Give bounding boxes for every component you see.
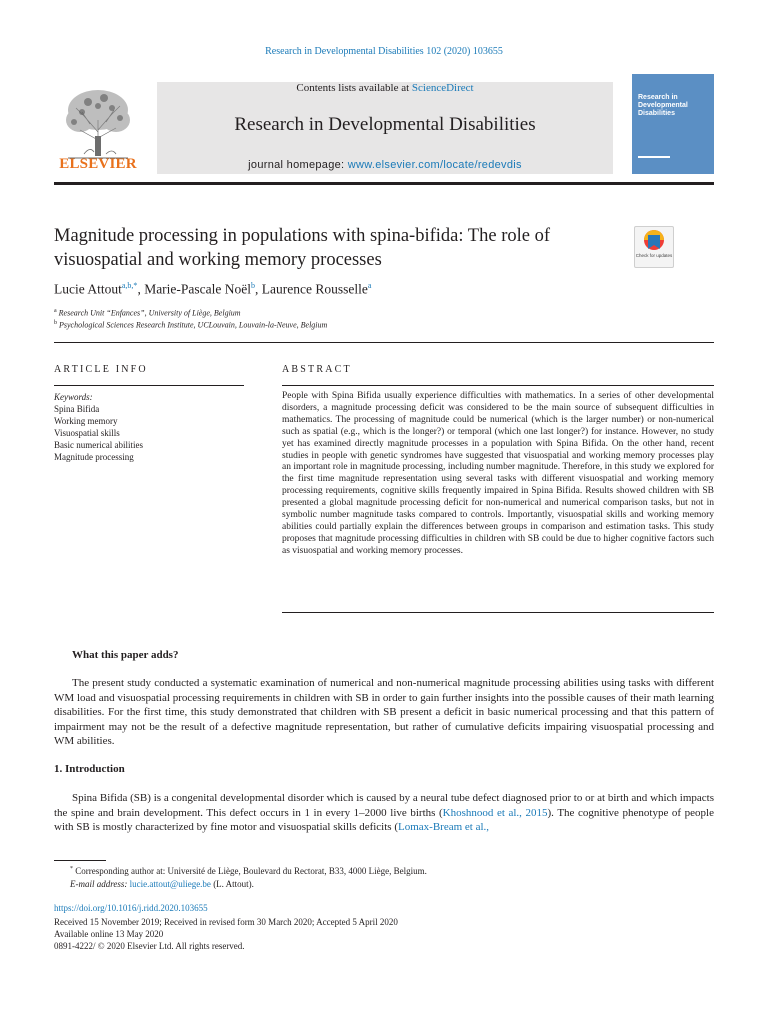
email-note: E-mail address: lucie.attout@uliege.be (L. Attout). (70, 879, 254, 889)
homepage-link[interactable]: www.elsevier.com/locate/redevdis (347, 159, 522, 171)
journal-reference[interactable]: Research in Developmental Disabilities 102 (2020) 103655 (265, 46, 503, 57)
received-dates: Received 15 November 2019; Received in revised form 30 March 2020; Accepted 5 April 2020 (54, 917, 398, 927)
article-info-rule (54, 385, 244, 386)
corresponding-author-note: * Corresponding author at: Université de Liège, Boulevard du Rectorat, B33, 4000 Liège, Belgium. (70, 866, 427, 876)
publisher-wordmark: ELSEVIER (59, 156, 137, 172)
check-for-updates-button[interactable] (634, 226, 674, 268)
available-online: Available online 13 May 2020 (54, 929, 164, 939)
keyword-item: Spina Bifida (54, 404, 100, 414)
affiliation-b: $^b$ Psychological Sciences Research Institute, UCLouvain, Louvain-la-Neuve, Belgium (54, 320, 328, 330)
crossmark-icon (635, 227, 673, 255)
article-title: Magnitude processing in populations with spina-bifida: The role of visuospatial and working memory processes (54, 226, 550, 270)
sciencedirect-link[interactable]: ScienceDirect (411, 82, 474, 94)
footnote-rule (54, 860, 106, 861)
affiliation-a: $^a$ Research Unit “Enfances”, University of Liège, Belgium (54, 308, 241, 318)
copyright-line: 0891-4222/ © 2020 Elsevier Ltd. All rights reserved. (54, 941, 245, 951)
author-marks[interactable]: b (251, 281, 256, 290)
abstract-heading: ABSTRACT (282, 364, 352, 375)
author-list: Lucie Attout$^{a,b,*}$, Marie-Pascale Noël$^b$, Laurence Rousselle$^a$ (54, 281, 372, 297)
journal-cover (632, 74, 714, 174)
introduction-text: Spina Bifida (SB) is a congenital developmental disorder which is caused by a neural tube defect diagnosed prior to or at birth and which impacts the spine and brain development. This defect occurs in 1 in every 1–2000 live births (Khoshnood et al., 2015). The cognitive phenotype of people with SB is mostly characterized by fine motor and visuospatial skills deficits (Lomax-Bream et al., (54, 792, 714, 834)
adds-text: The present study conducted a systematic examination of numerical and non-numerical magnitude processing abilities using tasks with different WM load and visuospatial processing requirements in children with SB in order to gain further insights into the possible causes of their math learning disabilities. For the first time, this study demonstrated that children with SB present a deficit in basic numerical processing and that this pattern of impairment may not be the result of a defective magnitude representation, but rather of cumulative deficits impairing visuospatial processing and WM abilities. (54, 677, 714, 748)
citation-link[interactable]: Lomax-Bream et al., (398, 821, 490, 834)
elsevier-logo (54, 80, 142, 176)
header-rule (54, 182, 714, 185)
abstract-end-rule (282, 612, 714, 613)
contents-line: Contents lists available at ScienceDirect (296, 82, 474, 94)
journal-title: Research in Developmental Disabilities (234, 114, 536, 135)
introduction-heading: 1. Introduction (54, 763, 125, 775)
keyword-item: Working memory (54, 416, 118, 426)
abstract-text: People with Spina Bifida usually experience difficulties with mathematics. In a series of other developmental disorders, a magnitude processing deficit was considered to be the main source of subsequent difficulties in mathematics. The processing of magnitude could be numerical (which is the larger number) or non-numerical such as spatial (e.g., which is the longer?) or temporal (which one last longer?) for instance. However, no study yet has examined directly magnitude processes in a population with Spina Bifida. On the other hand, recent studies in people with genetic syndromes have suggested that visuospatial and working memory processes play an important role in magnitude processing, including number magnitude. Therefore, in this study we explored for the first time magnitude representation using several tasks with different visuospatial and working memory processing requirements, cognitive skills frequently impaired in Spina Bifida. Results showed children with SB presented a global magnitude processing deficit for non-numerical and numerical comparison tasks, but not in symbolic number magnitude tasks compared to controls. Importantly, visuospatial skills and working memory abilities could partially explain the differences between groups in comparison and estimation tasks. This study proposes that magnitude processing difficulties in children with SB could be due to higher cognitive factors such as visuospatial and working memory processes. (282, 391, 714, 556)
email-link[interactable]: lucie.attout@uliege.be (129, 879, 211, 889)
author-marks[interactable]: a,b,* (121, 281, 138, 290)
keyword-item: Basic numerical abilities (54, 440, 143, 450)
cover-title: Research in Developmental Disabilities (638, 94, 688, 117)
abstract-rule (282, 385, 714, 386)
affiliation-rule (54, 342, 714, 343)
author-name: Laurence Rousselle (261, 281, 368, 297)
journal-homepage: journal homepage: www.elsevier.com/locate/redevdis (248, 159, 522, 171)
crossmark-label: Check for updates (635, 253, 673, 258)
article-info-heading: ARTICLE INFO (54, 364, 148, 375)
journal-banner (157, 82, 613, 174)
author-name: Lucie Attout (54, 281, 122, 297)
citation-link[interactable]: Khoshnood et al., 2015 (442, 806, 548, 819)
keyword-item: Magnitude processing (54, 452, 134, 462)
keyword-item: Visuospatial skills (54, 428, 120, 438)
cover-divider (638, 156, 670, 158)
adds-heading: What this paper adds? (72, 649, 179, 661)
doi-link[interactable]: https://doi.org/10.1016/j.ridd.2020.103655 (54, 903, 208, 913)
keywords-label: Keywords: (54, 392, 93, 402)
author-name: Marie-Pascale Noël (144, 281, 252, 297)
author-marks[interactable]: a (367, 281, 372, 290)
